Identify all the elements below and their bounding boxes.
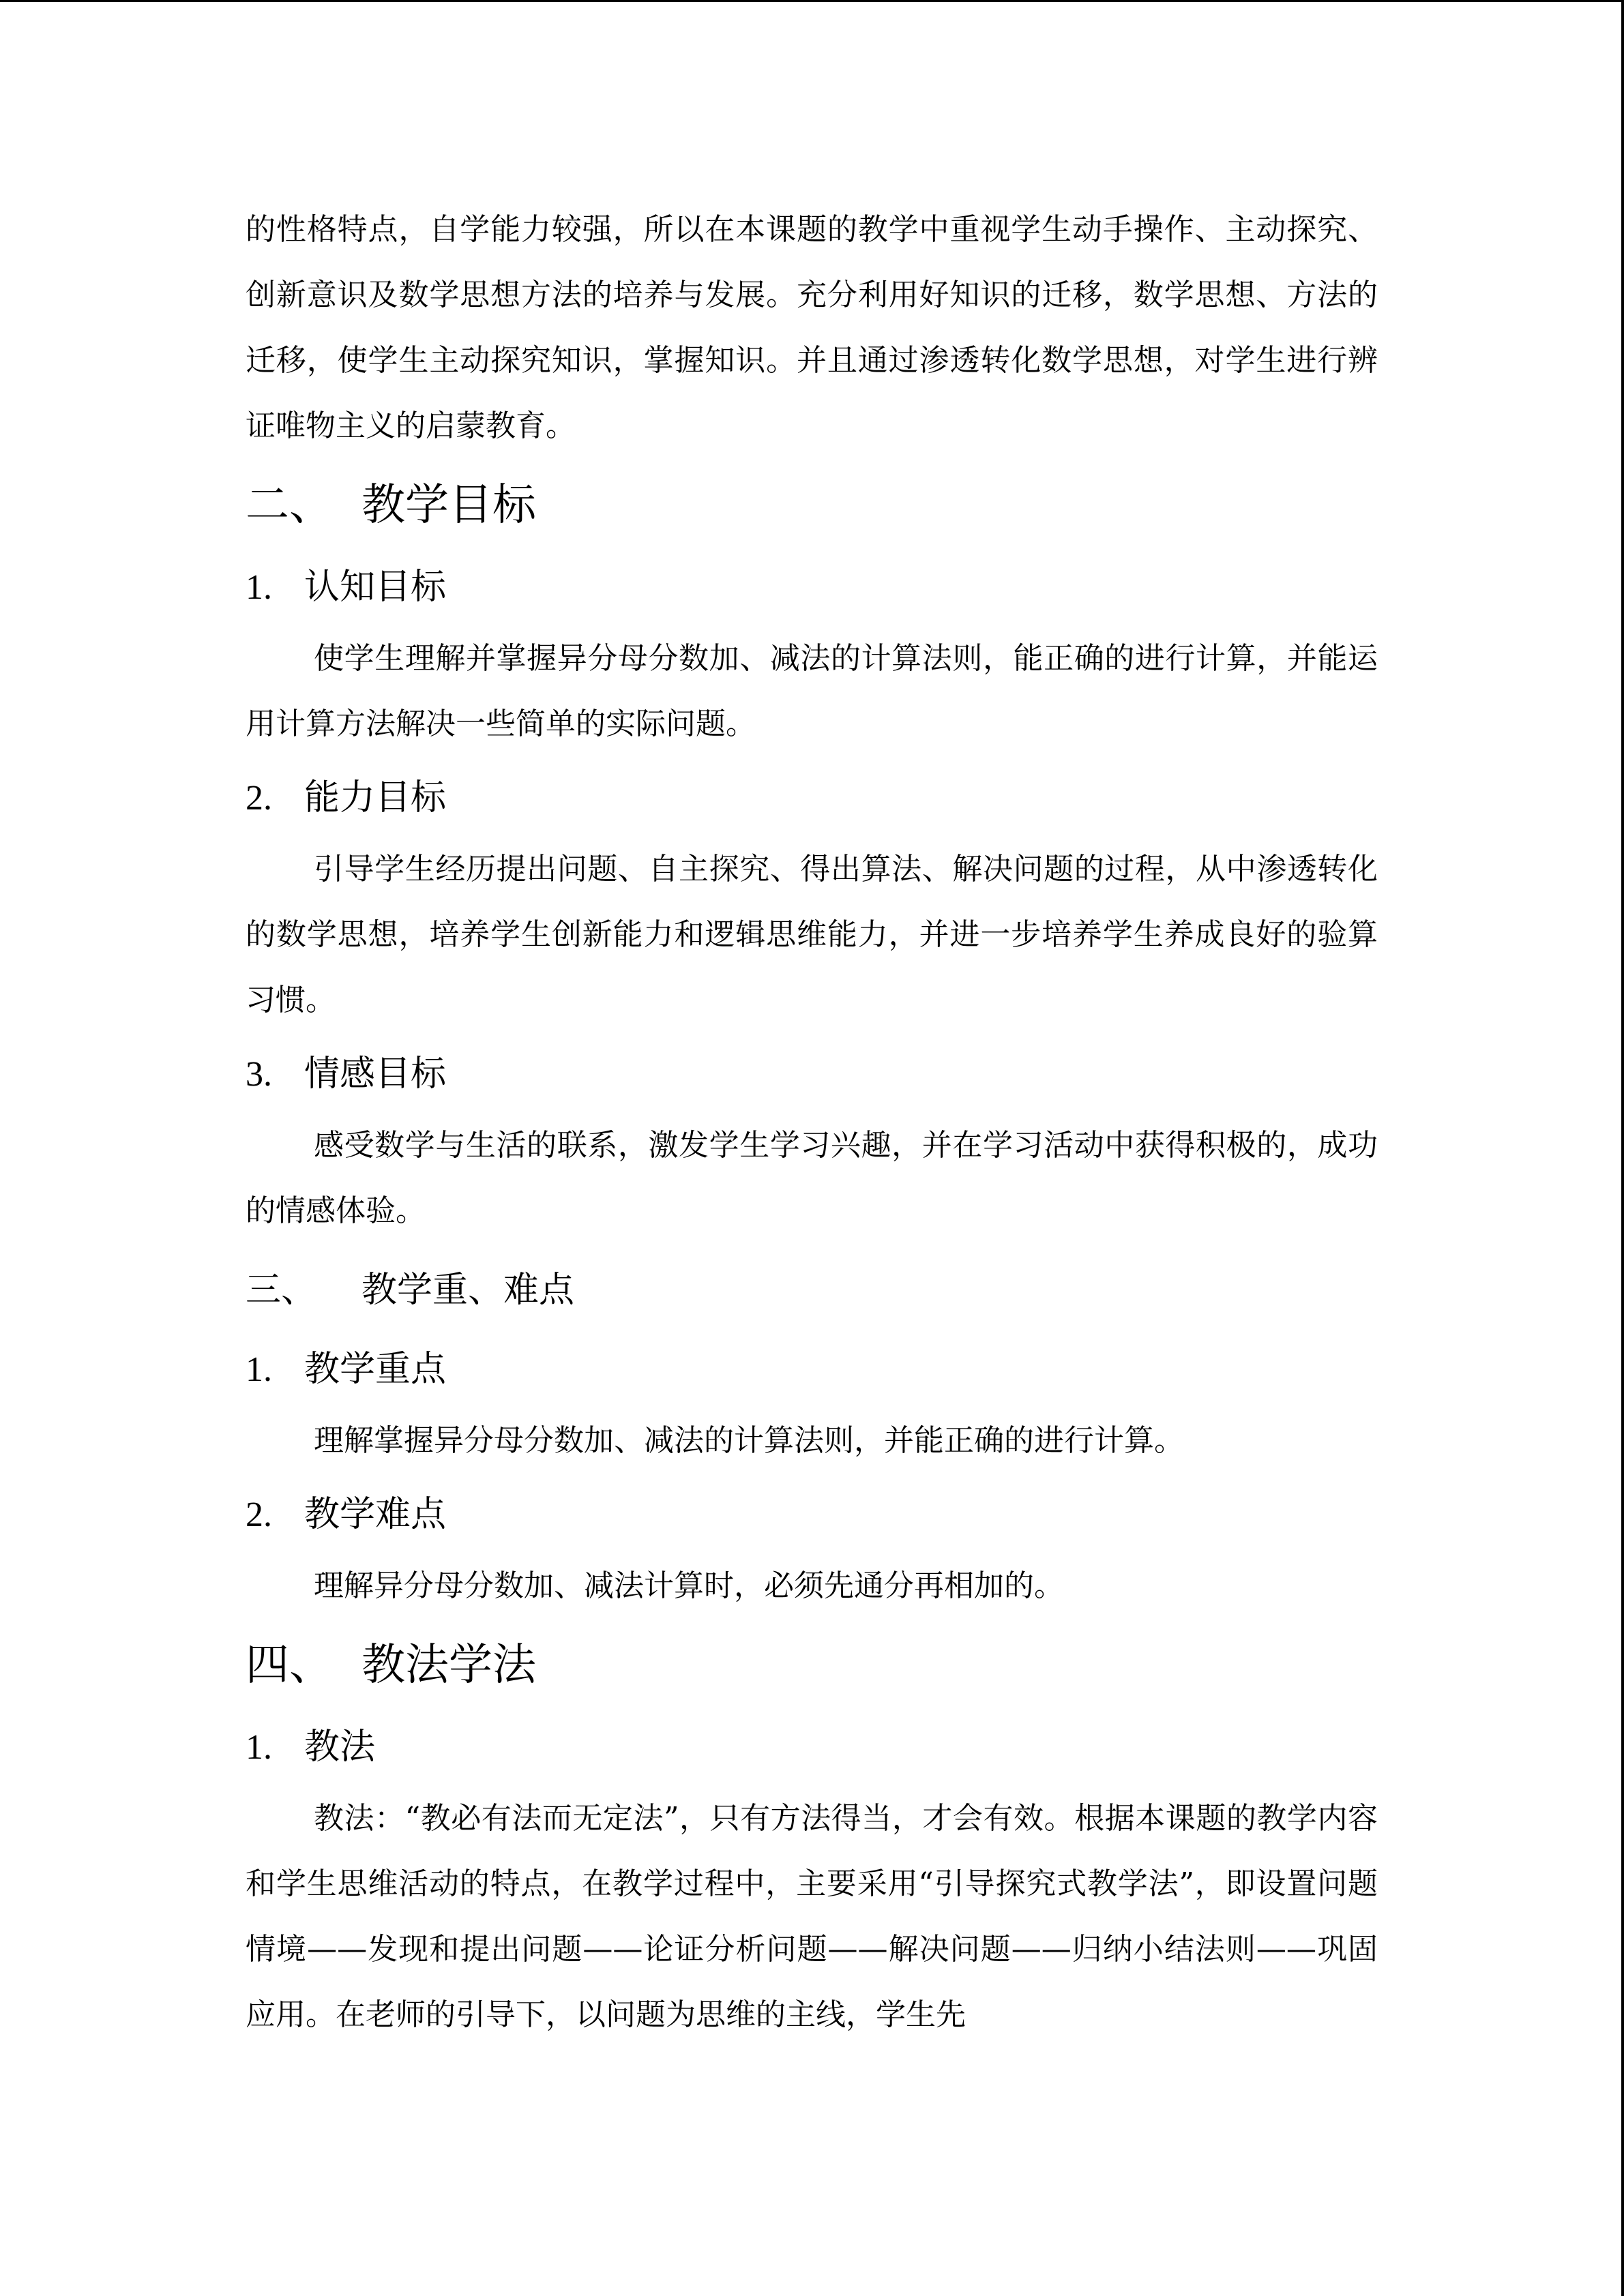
- section-title: 教学目标: [361, 480, 536, 531]
- section-number: 三、: [246, 1270, 317, 1311]
- subheading-title: 教学难点: [304, 1494, 447, 1535]
- subheading-title: 认知目标: [304, 567, 447, 608]
- subheading-cognitive-objective: [246, 554, 1378, 621]
- intro-paragraph: 的性格特点，自学能力较强，所以在本课题的教学中重视学生动手操作、主动探究、创新意识及数学思想方法的培养与发展。充分利用好知识的迁移，数学思想、方法的迁移，使学生主动探究知识，掌握知识。并且通过渗透转化数学思想，对学生进行辨证唯物主义的启蒙教育。: [246, 212, 1378, 443]
- section-heading-key-points: [246, 1257, 1378, 1323]
- subheading-number: 3.: [246, 1055, 272, 1094]
- subheading-number: 2.: [246, 779, 272, 818]
- subheading-emotional-objective: [246, 1041, 1378, 1107]
- cognitive-objective-paragraph: 使学生理解并掌握异分母分数加、减法的计算法则，能正确的进行计算，并能运用计算方法解决一些简单的实际问题。: [246, 641, 1378, 741]
- subheading-number: 2.: [246, 1495, 272, 1534]
- teaching-method-paragraph: 教法：“教必有法而无定法”，只有方法得当，才会有效。根据本课题的教学内容和学生思维活动的特点，在教学过程中，主要采用“引导探究式教学法”，即设置问题情境——发现和提出问题——论证分析问题——解决问题——归纳小结法则——巩固应用。在老师的引导下，以问题为思维的主线，学生先: [246, 1801, 1378, 2032]
- section-title: 教学重、难点: [361, 1270, 575, 1311]
- ability-objective-paragraph: 引导学生经历提出问题、自主探究、得出算法、解决问题的过程，从中渗透转化的数学思想，培养学生创新能力和逻辑思维能力，并进一步培养学生养成良好的验算习惯。: [246, 852, 1378, 1017]
- subheading-number: 1.: [246, 1728, 272, 1767]
- subheading-title: 教学重点: [304, 1349, 447, 1390]
- page-top-border: [0, 0, 1624, 2]
- teaching-focus-paragraph: 理解掌握异分母分数加、减法的计算法则，并能正确的进行计算。: [314, 1423, 1184, 1458]
- subheading-title: 教法: [304, 1727, 376, 1768]
- subheading-title: 情感目标: [304, 1054, 447, 1094]
- section-heading-methods: [246, 1624, 1378, 1706]
- section-heading-objectives: [246, 464, 1378, 546]
- subheading-teaching-method: [246, 1714, 1378, 1780]
- page-right-border: [1621, 0, 1624, 2296]
- subheading-teaching-difficulty: [246, 1482, 1378, 1548]
- teaching-difficulty-paragraph: 理解异分母分数加、减法计算时，必须先通分再相加的。: [314, 1568, 1064, 1603]
- section-number: 二、: [246, 480, 333, 531]
- section-number: 四、: [246, 1640, 333, 1690]
- subheading-number: 1.: [246, 1350, 272, 1389]
- subheading-title: 能力目标: [304, 777, 447, 818]
- subheading-ability-objective: [246, 765, 1378, 831]
- subheading-teaching-focus: [246, 1337, 1378, 1403]
- emotional-objective-paragraph: 感受数学与生活的联系，激发学生学习兴趣，并在学习活动中获得积极的，成功的情感体验。: [246, 1128, 1378, 1228]
- document-body: [246, 197, 1378, 2048]
- section-title: 教法学法: [361, 1640, 536, 1690]
- subheading-number: 1.: [246, 568, 272, 607]
